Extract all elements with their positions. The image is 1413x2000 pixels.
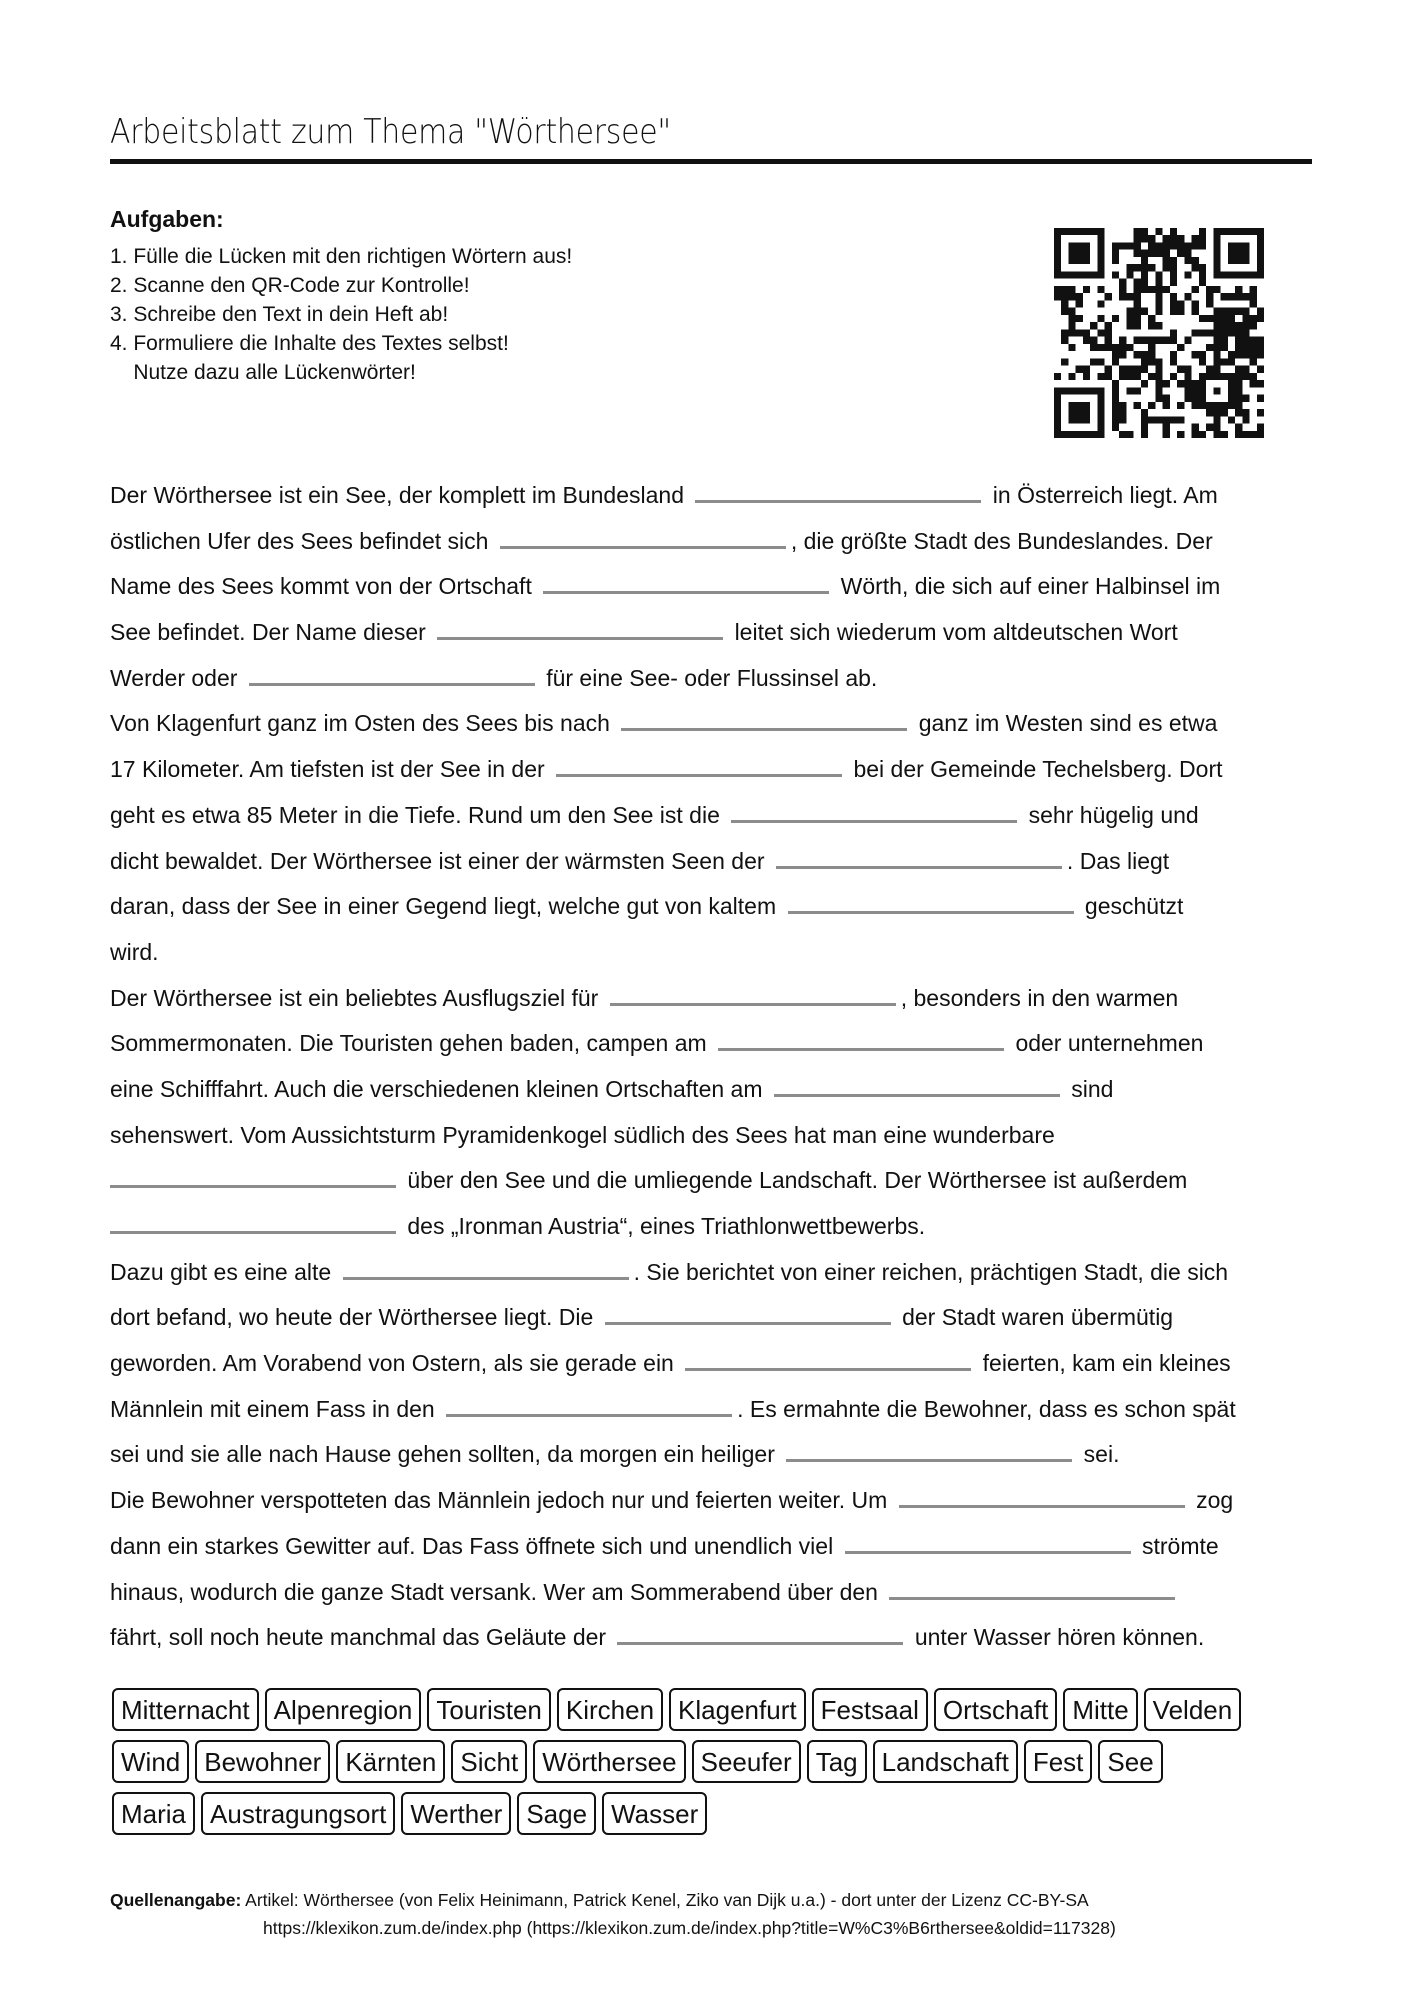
word-chip[interactable]: Fest <box>1024 1740 1093 1783</box>
word-chip[interactable]: Bewohner <box>195 1740 330 1783</box>
task-item: 4. Formuliere die Inhalte des Textes selbst! <box>110 332 509 355</box>
text-segment: Sommermonaten. Die Touristen gehen baden, campen am <box>110 1030 707 1057</box>
text-segment: , besonders in den warmen <box>900 984 1179 1011</box>
text-line <box>110 1207 1320 1253</box>
cloze-text <box>110 476 1320 1664</box>
text-segment: sind <box>1071 1075 1114 1102</box>
text-segment: . Das liegt <box>1066 847 1170 874</box>
text-segment: des „Ironman Austria“, eines Triathlonwettbewerbs. <box>407 1213 926 1239</box>
word-bank-row <box>112 1792 1322 1844</box>
task-item: 1. Fülle die Lücken mit den richtigen Wörtern aus! <box>110 245 573 268</box>
blank-field[interactable] <box>695 476 981 503</box>
word-chip[interactable]: See <box>1098 1740 1162 1783</box>
text-segment: daran, dass der See in einer Gegend liegt, welche gut von kaltem <box>110 893 777 920</box>
text-line <box>110 1435 1320 1481</box>
text-line <box>110 1344 1320 1390</box>
text-segment: 17 Kilometer. Am tiefsten ist der See in der <box>110 756 545 783</box>
word-chip[interactable]: Tag <box>807 1740 867 1783</box>
text-segment: feierten, kam ein kleines <box>982 1350 1231 1377</box>
word-chip[interactable]: Austragungsort <box>201 1792 395 1835</box>
blank-field[interactable] <box>899 1481 1185 1508</box>
word-chip[interactable]: Mitte <box>1063 1688 1137 1731</box>
text-line <box>110 1070 1320 1116</box>
blank-field[interactable] <box>556 750 842 777</box>
word-chip[interactable]: Sicht <box>451 1740 527 1783</box>
text-line <box>110 476 1320 522</box>
blank-field[interactable] <box>774 1070 1060 1097</box>
blank-field[interactable] <box>788 887 1074 914</box>
text-line <box>110 1116 1320 1162</box>
word-chip[interactable]: Touristen <box>427 1688 551 1731</box>
blank-field[interactable] <box>685 1344 971 1371</box>
text-segment: Der Wörthersee ist ein beliebtes Ausflugsziel für <box>110 984 599 1011</box>
word-chip[interactable]: Ortschaft <box>934 1688 1057 1731</box>
source-article: Artikel: Wörthersee (von Felix Heinimann, Patrick Kenel, Ziko van Dijk u.a.) - dort unter der Lizenz CC-BY-SA <box>241 1890 1089 1910</box>
title-divider <box>110 159 1312 164</box>
blank-field[interactable] <box>110 1161 396 1188</box>
text-segment: leitet sich wiederum vom altdeutschen Wort <box>734 619 1178 646</box>
text-line <box>110 1481 1320 1527</box>
source-link[interactable]: https://klexikon.zum.de/index.php (https://klexikon.zum.de/index.php?title=W%C3%B6rthersee&oldid=117328) <box>263 1918 1116 1938</box>
text-line <box>110 1527 1320 1573</box>
text-segment: Der Wörthersee ist ein See, der komplett im Bundesland <box>110 482 684 508</box>
text-segment: in Österreich liegt. Am <box>992 482 1218 508</box>
text-line <box>110 796 1320 842</box>
blank-field[interactable] <box>605 1298 891 1325</box>
text-segment: über den See und die umliegende Landschaft. Der Wörthersee ist außerdem <box>407 1167 1188 1194</box>
text-segment: oder unternehmen <box>1015 1030 1204 1057</box>
blank-field[interactable] <box>786 1435 1072 1462</box>
text-segment: sei. <box>1083 1441 1120 1468</box>
blank-field[interactable] <box>543 567 829 594</box>
word-chip[interactable]: Kirchen <box>557 1688 663 1731</box>
text-segment: bei der Gemeinde Techelsberg. Dort <box>853 756 1223 783</box>
text-segment: sehenswert. Vom Aussichtsturm Pyramidenkogel südlich des Sees hat man eine wunderbare <box>110 1121 1055 1148</box>
blank-field[interactable] <box>718 1024 1004 1051</box>
text-segment: Die Bewohner verspotteten das Männlein jedoch nur und feierten weiter. Um <box>110 1487 888 1514</box>
text-segment: Dazu gibt es eine alte <box>110 1258 332 1285</box>
page-title: Arbeitsblatt zum Thema "Wörthersee" <box>110 112 671 152</box>
text-line <box>110 887 1320 933</box>
task-item: 3. Schreibe den Text in dein Heft ab! <box>110 303 449 326</box>
text-segment: wird. <box>110 938 159 965</box>
text-line <box>110 1298 1320 1344</box>
text-line <box>110 842 1320 888</box>
source-label: Quellenangabe: <box>110 1890 242 1910</box>
text-line <box>110 750 1320 796</box>
word-bank-row <box>112 1740 1322 1792</box>
text-segment: zog <box>1196 1487 1234 1514</box>
text-segment: geworden. Am Vorabend von Ostern, als sie gerade ein <box>110 1350 674 1377</box>
text-line <box>110 704 1320 750</box>
source-citation <box>110 1886 1116 1942</box>
blank-field[interactable] <box>610 979 896 1006</box>
qr-code-icon <box>1054 228 1264 438</box>
word-chip[interactable]: Alpenregion <box>265 1688 422 1731</box>
word-chip[interactable]: Wind <box>112 1740 189 1783</box>
word-bank-row <box>112 1688 1322 1740</box>
text-segment: Von Klagenfurt ganz im Osten des Sees bis nach <box>110 710 610 737</box>
text-segment: unter Wasser hören können. <box>914 1624 1205 1651</box>
blank-field[interactable] <box>889 1573 1175 1600</box>
text-segment: See befindet. Der Name dieser <box>110 619 426 646</box>
text-segment: östlichen Ufer des Sees befindet sich <box>110 527 489 554</box>
text-segment: . Sie berichtet von einer reichen, prächtigen Stadt, die sich <box>633 1258 1229 1285</box>
text-line <box>110 659 1320 705</box>
text-segment: Name des Sees kommt von der Ortschaft <box>110 573 532 600</box>
word-bank <box>112 1688 1322 1844</box>
text-segment: dann ein starkes Gewitter auf. Das Fass öffnete sich und unendlich viel <box>110 1532 834 1559</box>
blank-field[interactable] <box>110 1207 396 1234</box>
text-segment: dort befand, wo heute der Wörthersee liegt. Die <box>110 1304 594 1331</box>
text-line <box>110 1161 1320 1207</box>
text-line <box>110 522 1320 568</box>
blank-field[interactable] <box>249 659 535 686</box>
text-line <box>110 1573 1320 1619</box>
word-chip[interactable]: Landschaft <box>873 1740 1018 1783</box>
text-segment: , die größte Stadt des Bundeslandes. Der <box>790 527 1213 554</box>
text-segment: Männlein mit einem Fass in den <box>110 1395 435 1422</box>
text-line <box>110 1024 1320 1070</box>
text-segment: für eine See- oder Flussinsel ab. <box>546 664 878 691</box>
word-chip[interactable]: Seeufer <box>692 1740 801 1783</box>
word-chip[interactable]: Wörthersee <box>533 1740 685 1783</box>
word-chip[interactable]: Wasser <box>602 1792 707 1835</box>
text-segment: strömte <box>1141 1532 1219 1559</box>
blank-field[interactable] <box>437 613 723 640</box>
text-segment: geht es etwa 85 Meter in die Tiefe. Rund um den See ist die <box>110 801 720 828</box>
task-list <box>110 205 572 387</box>
word-chip[interactable]: Werther <box>401 1792 511 1835</box>
blank-field[interactable] <box>500 522 786 549</box>
text-segment: Werder oder <box>110 664 238 691</box>
text-line <box>110 1253 1320 1299</box>
source-line-1 <box>110 1886 1116 1914</box>
blank-field[interactable] <box>621 704 907 731</box>
word-chip[interactable]: Mitternacht <box>112 1688 259 1731</box>
text-line <box>110 613 1320 659</box>
blank-field[interactable] <box>446 1390 732 1417</box>
text-segment: . Es ermahnte die Bewohner, dass es schon spät <box>737 1395 1236 1422</box>
word-chip[interactable]: Festsaal <box>812 1688 928 1731</box>
text-segment: sei und sie alle nach Hause gehen sollten, da morgen ein heiliger <box>110 1441 775 1468</box>
word-chip[interactable]: Kärnten <box>336 1740 445 1783</box>
blank-field[interactable] <box>617 1618 903 1645</box>
tasks-heading: Aufgaben: <box>110 206 224 232</box>
task-item: 2. Scanne den QR-Code zur Kontrolle! <box>110 274 470 297</box>
text-line <box>110 979 1320 1025</box>
blank-field[interactable] <box>343 1253 629 1280</box>
word-chip[interactable]: Maria <box>112 1792 195 1835</box>
blank-field[interactable] <box>731 796 1017 823</box>
text-line <box>110 933 1320 979</box>
text-segment: fährt, soll noch heute manchmal das Geläute der <box>110 1624 607 1651</box>
text-line <box>110 1390 1320 1436</box>
text-segment: geschützt <box>1084 893 1184 920</box>
word-chip[interactable]: Klagenfurt <box>669 1688 806 1731</box>
task-item: Nutze dazu alle Lückenwörter! <box>110 361 416 384</box>
blank-field[interactable] <box>845 1527 1131 1554</box>
word-chip[interactable]: Velden <box>1144 1688 1242 1731</box>
text-line <box>110 567 1320 613</box>
text-segment: eine Schifffahrt. Auch die verschiedenen kleinen Ortschaften am <box>110 1075 763 1102</box>
text-segment: der Stadt waren übermütig <box>902 1304 1174 1331</box>
text-segment: Wörth, die sich auf einer Halbinsel im <box>840 573 1221 600</box>
text-segment: ganz im Westen sind es etwa <box>918 710 1218 737</box>
blank-field[interactable] <box>776 842 1062 869</box>
text-segment: hinaus, wodurch die ganze Stadt versank. Wer am Sommerabend über den <box>110 1578 878 1605</box>
text-segment: sehr hügelig und <box>1028 801 1199 828</box>
word-chip[interactable]: Sage <box>517 1792 596 1835</box>
text-segment: dicht bewaldet. Der Wörthersee ist einer der wärmsten Seen der <box>110 847 765 874</box>
text-line <box>110 1618 1320 1664</box>
